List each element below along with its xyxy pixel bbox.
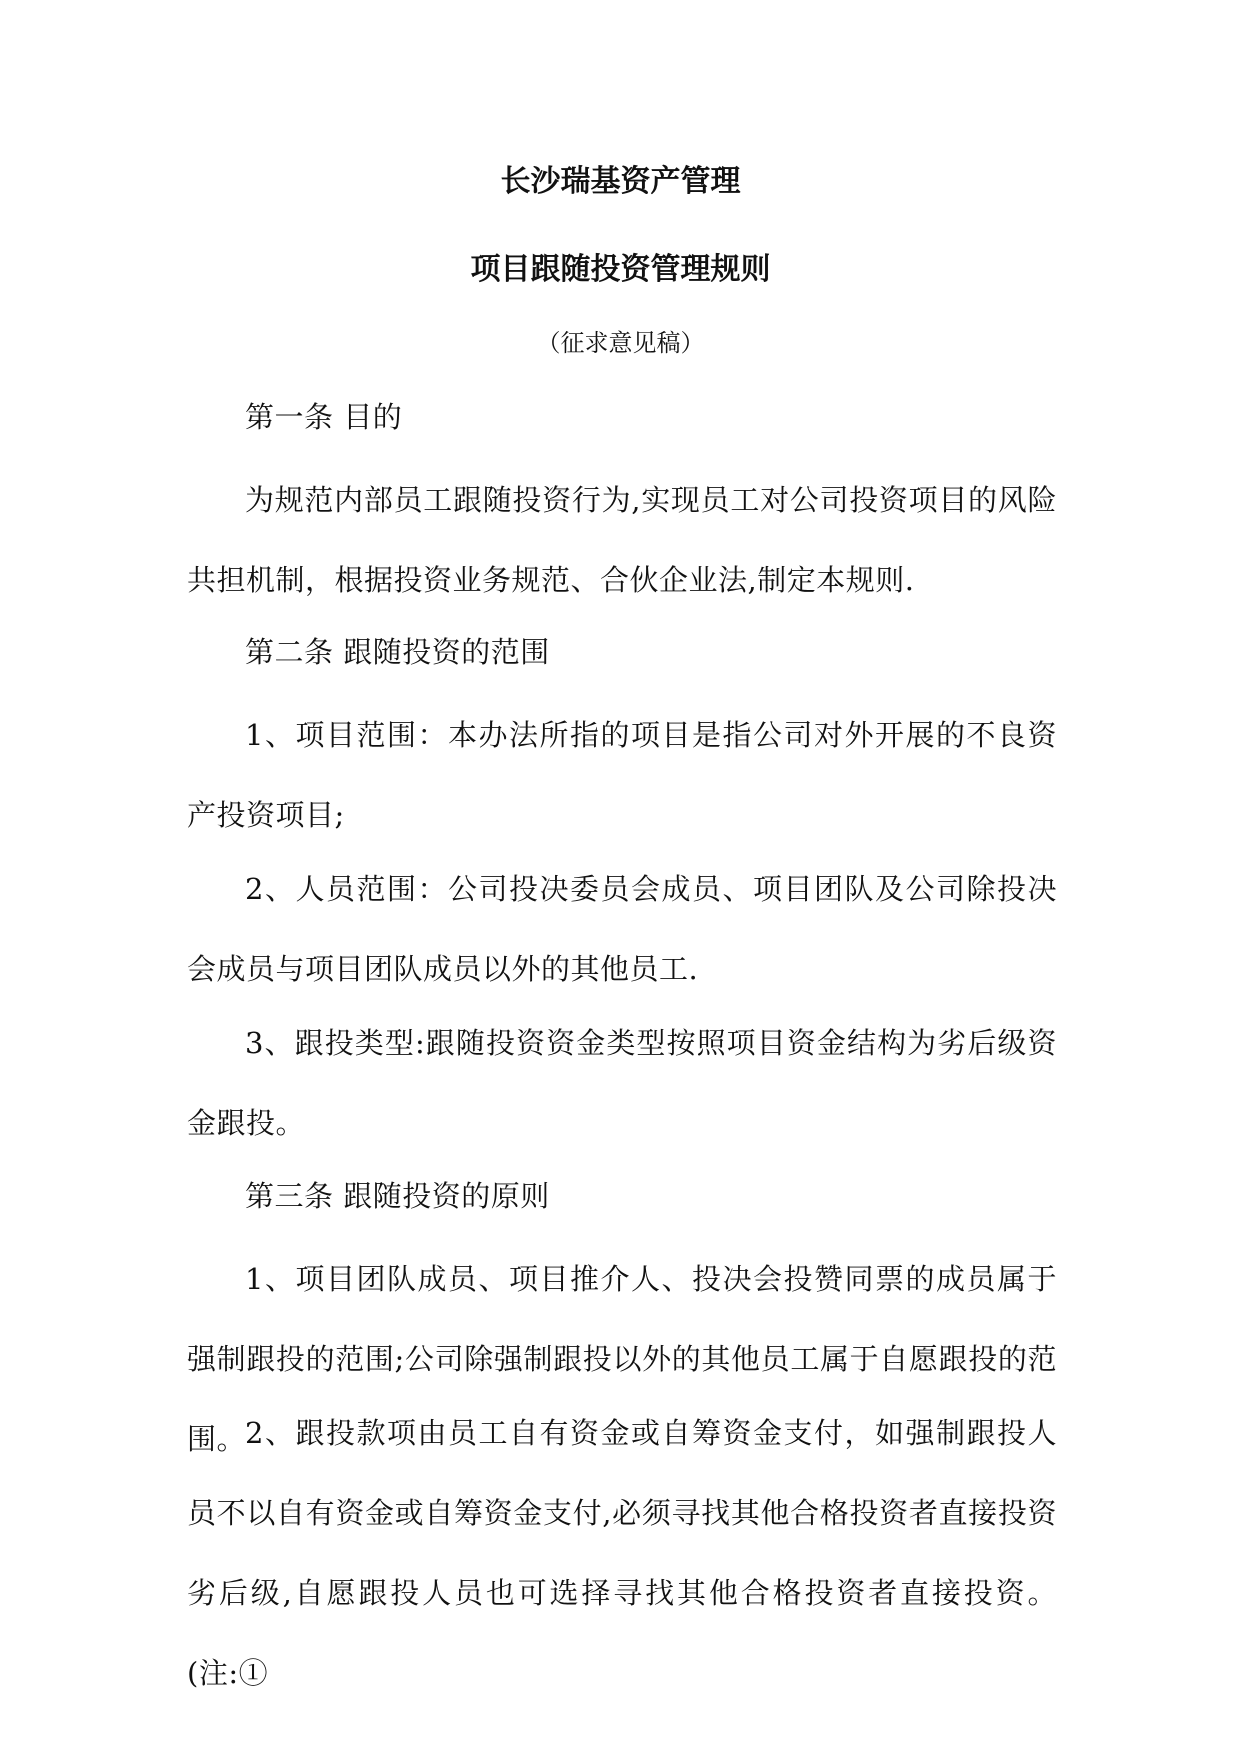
article1-paragraph: 为规范内部员工跟随投资行为,实现员工对公司投资项目的风险共担机制，根据投资业务规范、合伙企业法,制定本规则. <box>187 483 1057 597</box>
article3-item-2: 2、跟投款项由员工自有资金或自筹资金支付，如强制跟投人员不以自有资金或自筹资金支付,必须寻找其他合格投资者直接投资劣后级,自愿跟投人员也可选择寻找其他合格投资者直接投资。(注:① <box>187 1416 1057 1690</box>
article2-item-1: 1、项目范围：本办法所指的项目是指公司对外开展的不良资产投资项目; <box>187 718 1057 832</box>
article2-item-2: 2、人员范围：公司投决委员会成员、项目团队及公司除投决会成员与项目团队成员以外的其他员工. <box>187 872 1057 986</box>
article3-item-1: 1、项目团队成员、项目推介人、投决会投赞同票的成员属于强制跟投的范围;公司除强制跟投以外的其他员工属于自愿跟投的范围。 <box>187 1262 1057 1456</box>
document-title-line1: 长沙瑞基资产管理 <box>500 164 741 199</box>
article3-heading: 第三条 跟随投资的原则 <box>245 1179 550 1213</box>
article2-heading: 第二条 跟随投资的范围 <box>245 635 550 669</box>
document-title-line2: 项目跟随投资管理规则 <box>470 252 771 287</box>
document-subtitle: （征求意见稿） <box>536 329 705 357</box>
article2-item-3: 3、跟投类型:跟随投资资金类型按照项目资金结构为劣后级资金跟投。 <box>187 1026 1057 1140</box>
article1-heading: 第一条 目的 <box>245 400 403 434</box>
